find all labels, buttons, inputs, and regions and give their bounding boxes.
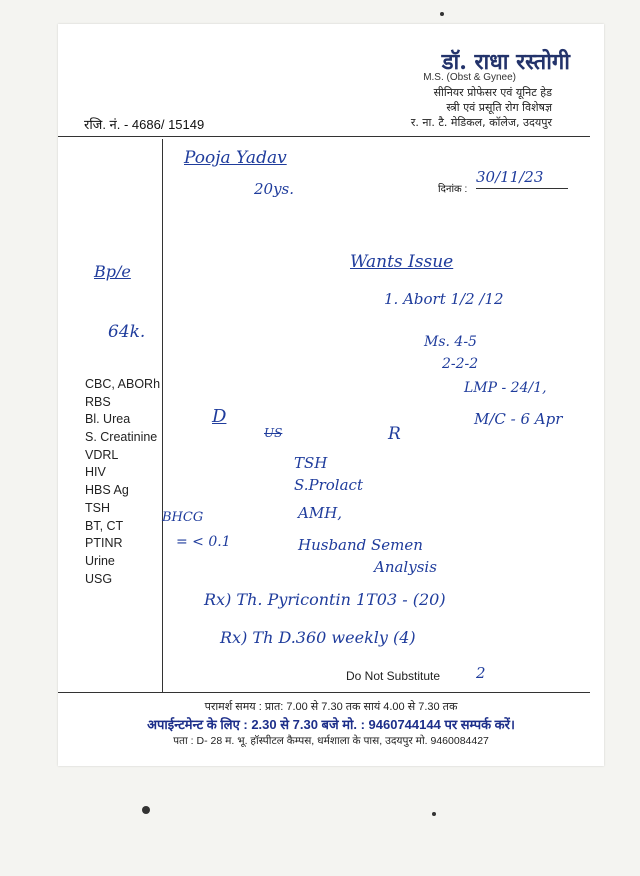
test-item: PTINR <box>85 536 123 551</box>
test-tsh: TSH <box>294 454 328 472</box>
test-item: Urine <box>85 553 115 568</box>
consult-timing: परामर्श समय : प्रात: 7.00 से 7.30 तक सायं 4.00 से 7.30 तक <box>204 701 458 713</box>
doctor-degree: M.S. (Obst & Gynee) <box>423 72 516 83</box>
scan-speck <box>432 812 436 816</box>
doctor-name: डॉ. राधा रस्तोगी <box>441 49 570 75</box>
hcg-label: BHCG <box>162 510 204 525</box>
date-label: दिनांक : <box>438 184 468 195</box>
test-item: S. Creatinine <box>85 430 158 445</box>
designation-line-2: स्त्री एवं प्रसूति रोग विशेषज्ञ <box>446 101 552 114</box>
dx-mark: D <box>212 406 227 427</box>
rx-mark: R <box>388 424 401 444</box>
patient-age: 20ys. <box>254 180 295 198</box>
do-not-substitute: Do Not Substitute <box>346 669 441 683</box>
margin-divider <box>162 139 163 693</box>
history-ms-cycle: 2-2-2 <box>442 356 479 372</box>
patient-name: Pooja Yadav <box>184 148 287 168</box>
complaint: Wants Issue <box>350 252 454 272</box>
address-line: पता : D- 28 म. भू. हॉस्पीटल कैम्पस, धर्मशाला के पास, उदयपुर मो. 9460084427 <box>173 735 489 747</box>
rx-line-2: Rx) Th D.360 weekly (4) <box>220 628 416 647</box>
lmp-note: LMP - 24/1, <box>464 380 547 396</box>
mc-note: M/C - 6 Apr <box>474 410 563 428</box>
scan-speck <box>142 806 150 814</box>
test-item: RBS <box>85 394 111 409</box>
test-item: BT, CT <box>85 518 124 533</box>
scan-speck <box>440 12 444 16</box>
uss-mark: US <box>264 426 283 440</box>
header-divider <box>58 136 590 137</box>
test-analysis: Analysis <box>374 558 437 576</box>
test-husband-semen: Husband Semen <box>298 536 423 554</box>
weight-value: 64k. <box>108 322 146 342</box>
registration-number: रजि. नं. - 4686/ 15149 <box>84 117 205 132</box>
history-ms: Ms. 4-5 <box>424 334 477 350</box>
date-underline <box>476 188 568 189</box>
appointment-line: अपाईन्टमेन्ट के लिए : 2.30 से 7.30 बजे मो. : 9460744144 पर सम्पर्क करें। <box>147 717 515 732</box>
test-item: USG <box>85 571 113 586</box>
rx-line-1: Rx) Th. Pyricontin 1T03 - (20) <box>204 590 446 609</box>
test-list <box>85 376 160 588</box>
designation-line-3: र. ना. टै. मेडिकल, कॉलेज, उदयपुर <box>410 116 552 129</box>
hcg-value: = < 0.1 <box>176 534 231 550</box>
history-abort: 1. Abort 1/2 /12 <box>384 290 504 308</box>
test-item: TSH <box>85 500 110 515</box>
test-item: Bl. Urea <box>85 412 131 427</box>
test-item: CBC, ABORh <box>85 377 161 391</box>
test-item: VDRL <box>85 447 119 462</box>
test-item: HIV <box>85 465 106 480</box>
prescription-sheet <box>58 24 604 766</box>
test-amh: AMH, <box>298 504 343 522</box>
bp-label: Bp/e <box>94 262 131 281</box>
handwritten-date: 30/11/23 <box>476 168 544 186</box>
footer-divider <box>58 692 590 693</box>
test-item: HBS Ag <box>85 483 129 498</box>
designation-line-1: सीनियर प्रोफेसर एवं यूनिट हेड <box>433 86 552 99</box>
test-prolactin: S.Prolact <box>294 476 363 494</box>
signature: 2 <box>476 664 486 682</box>
